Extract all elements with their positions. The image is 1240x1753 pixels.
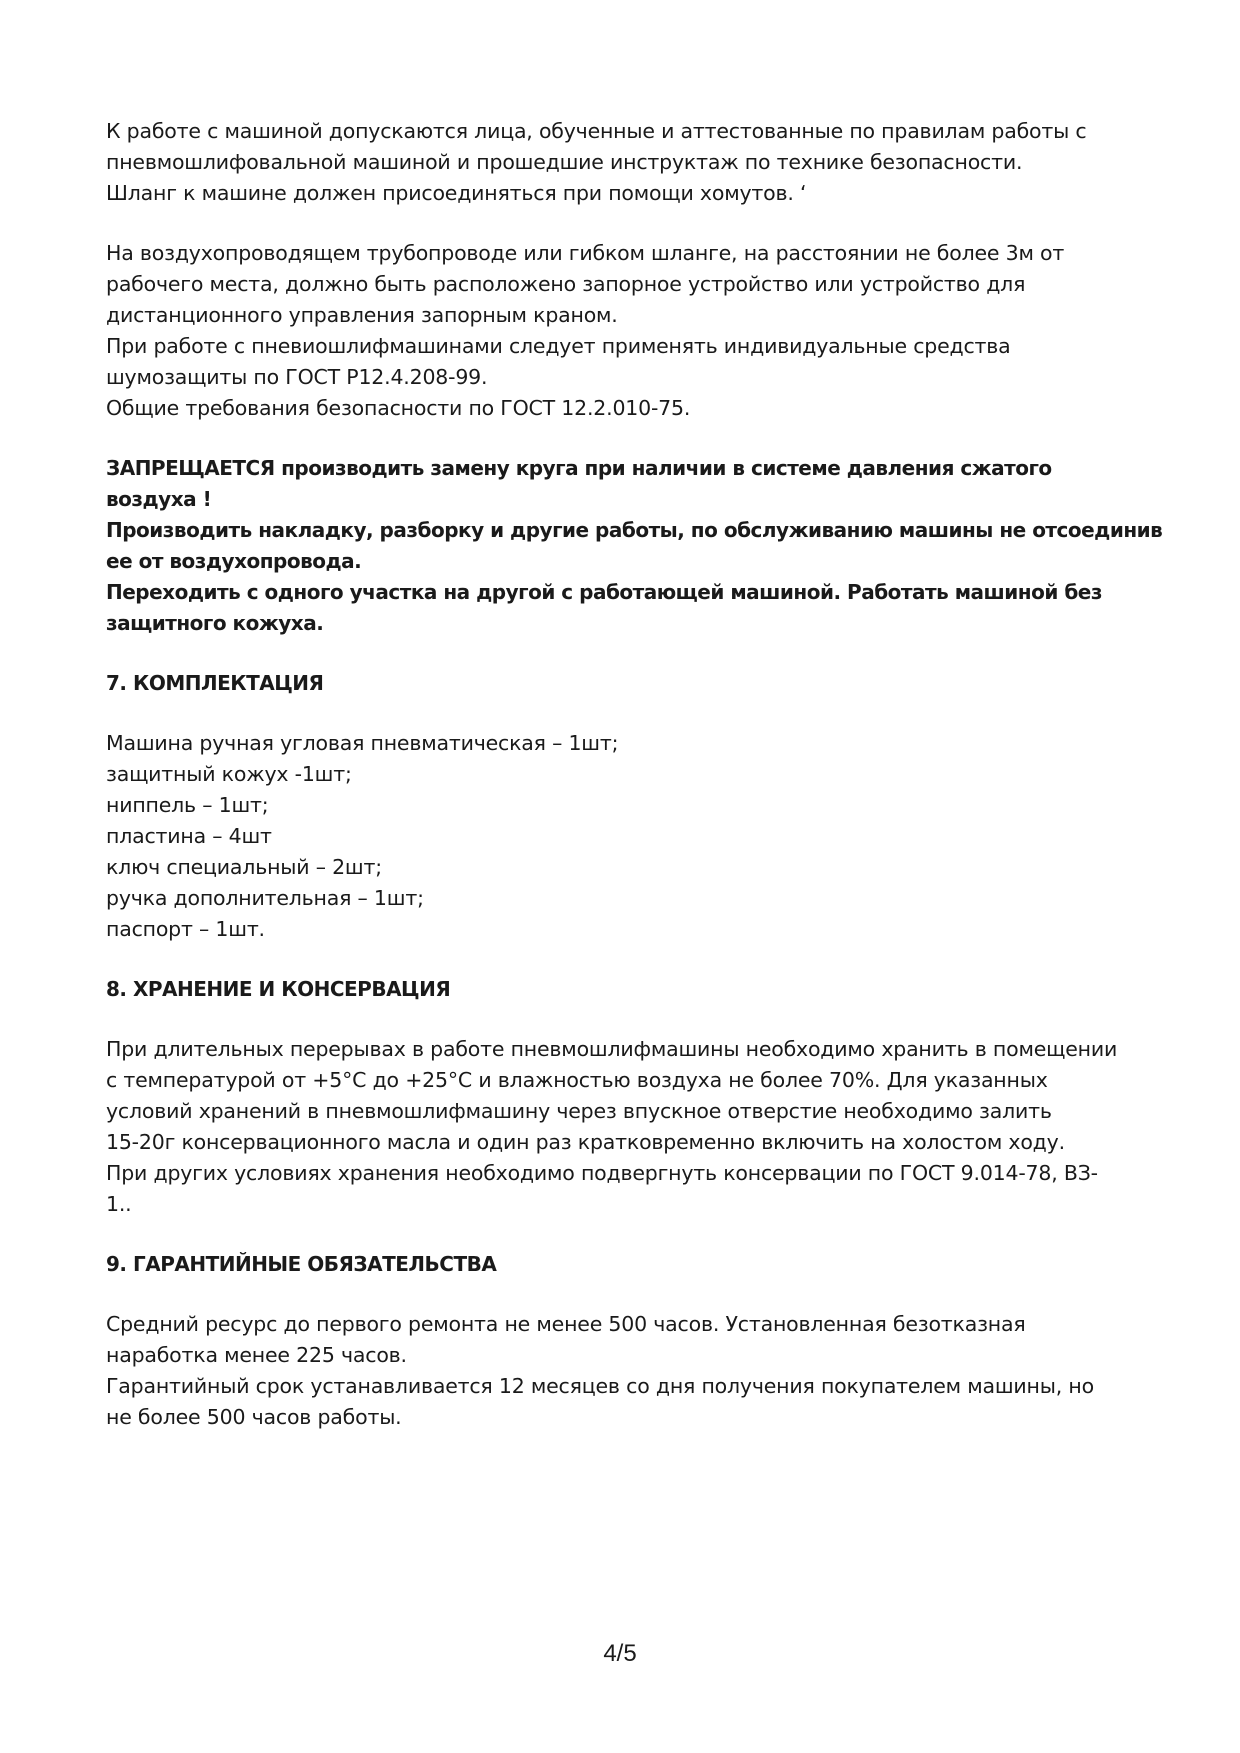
text-line: Общие требования безопасности по ГОСТ 12.2.010-75. xyxy=(106,396,691,420)
list-item: Машина ручная угловая пневматическая – 1шт; xyxy=(106,731,619,755)
text-line: Производить накладку, разборку и другие работы, по обслуживанию машины не отсоединив xyxy=(106,518,1163,542)
text-line: ЗАПРЕЩАЕТСЯ производить замену круга при наличии в системе давления сжатого xyxy=(106,456,1052,480)
prohibitions-paragraph xyxy=(106,453,1163,639)
text-line: защитного кожуха. xyxy=(106,611,324,635)
text-line: рабочего места, должно быть расположено запорное устройство или устройство для xyxy=(106,272,1026,296)
text-line: При других условиях хранения необходимо подвергнуть консервации по ГОСТ 9.014-78, ВЗ- xyxy=(106,1161,1098,1185)
spacer xyxy=(106,945,1146,974)
safety-paragraph xyxy=(106,238,1146,424)
text-line: не более 500 часов работы. xyxy=(106,1405,402,1429)
text-line: дистанционного управления запорным краном. xyxy=(106,303,618,327)
spacer xyxy=(106,639,1146,668)
text-line: Шланг к машине должен присоединяться при помощи хомутов. ‘ xyxy=(106,181,807,205)
text-line: 1.. xyxy=(106,1192,132,1216)
text-line: При длительных перерывах в работе пневмошлифмашины необходимо хранить в помещении xyxy=(106,1037,1118,1061)
text-line: пневмошлифовальной машиной и прошедшие инструктаж по технике безопасности. xyxy=(106,150,1023,174)
spacer xyxy=(106,1220,1146,1249)
text-line: Средний ресурс до первого ремонта не менее 500 часов. Установленная безотказная xyxy=(106,1312,1026,1336)
spacer xyxy=(106,1005,1146,1034)
text-line: На воздухопроводящем трубопроводе или гибком шланге, на расстоянии не более 3м от xyxy=(106,241,1065,265)
spacer xyxy=(106,699,1146,728)
document-page xyxy=(106,116,1163,1433)
section-heading-warranty: 9. ГАРАНТИЙНЫЕ ОБЯЗАТЕЛЬСТВА xyxy=(106,1252,497,1276)
text-line: К работе с машиной допускаются лица, обученные и аттестованные по правилам работы с xyxy=(106,119,1087,143)
list-item: паспорт – 1шт. xyxy=(106,917,265,941)
list-item: ручка дополнительная – 1шт; xyxy=(106,886,424,910)
section-heading-completeness: 7. КОМПЛЕКТАЦИЯ xyxy=(106,671,324,695)
completeness-list xyxy=(106,728,1146,945)
storage-paragraph xyxy=(106,1034,1146,1220)
intro-paragraph xyxy=(106,116,1146,209)
spacer xyxy=(106,1280,1146,1309)
text-line: При работе с пневиошлифмашинами следует применять индивидуальные средства xyxy=(106,334,1011,358)
text-line: Гарантийный срок устанавливается 12 месяцев со дня получения покупателем машины, но xyxy=(106,1374,1094,1398)
text-line: Переходить с одного участка на другой с работающей машиной. Работать машиной без xyxy=(106,580,1102,604)
section-heading-storage: 8. ХРАНЕНИЕ И КОНСЕРВАЦИЯ xyxy=(106,977,451,1001)
text-line: шумозащиты по ГОСТ Р12.4.208-99. xyxy=(106,365,488,389)
text-line: условий хранений в пневмошлифмашину через впускное отверстие необходимо залить xyxy=(106,1099,1052,1123)
text-line: ее от воздухопровода. xyxy=(106,549,362,573)
list-item: пластина – 4шт xyxy=(106,824,272,848)
list-item: ключ специальный – 2шт; xyxy=(106,855,382,879)
text-line: 15-20г консервационного масла и один раз кратковременно включить на холостом ходу. xyxy=(106,1130,1065,1154)
text-line: с температурой от +5°С до +25°С и влажностью воздуха не более 70%. Для указанных xyxy=(106,1068,1048,1092)
warranty-paragraph xyxy=(106,1309,1146,1433)
list-item: защитный кожух -1шт; xyxy=(106,762,352,786)
page-number: 4/5 xyxy=(603,1640,637,1667)
spacer xyxy=(106,209,1146,238)
text-line: наработка менее 225 часов. xyxy=(106,1343,407,1367)
text-line: воздуха ! xyxy=(106,487,212,511)
list-item: ниппель – 1шт; xyxy=(106,793,269,817)
spacer xyxy=(106,424,1146,453)
